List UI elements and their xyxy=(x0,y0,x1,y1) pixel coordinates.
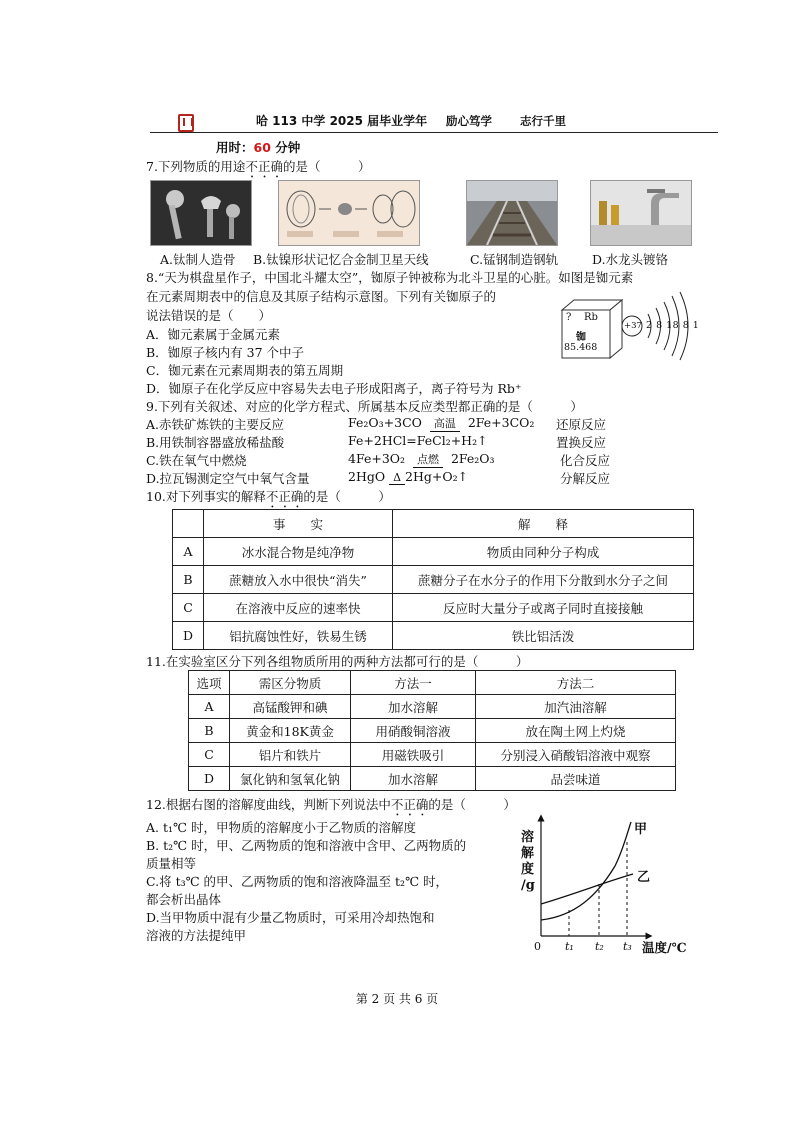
cell-symbol: Rb xyxy=(584,312,598,323)
table-row: B 黄金和18K黄金 用硝酸铜溶液 放在陶土网上灼烧 xyxy=(189,719,676,743)
q12-stem: 12.根据右图的溶解度曲线，判断下列说法中不正确的是（ ） xyxy=(146,797,516,812)
graph-tick-t1: t₁ xyxy=(565,940,574,953)
q9-row-a-desc: A.赤铁矿炼铁的主要反应 xyxy=(146,417,285,432)
q8-option-b: B．铷原子核内有 37 个中子 xyxy=(146,345,305,360)
q10-header-explanation: 解 释 xyxy=(393,510,694,538)
motto-2: 志行千里 xyxy=(520,114,566,128)
atom-nucleus: +37 xyxy=(624,321,642,331)
q9-row-c-equation: 4Fe+3O₂ 点燃 2Fe₂O₃ xyxy=(348,451,495,466)
q7-option-a: A.钛制人造骨 xyxy=(160,252,236,267)
graph-tick-t3: t₃ xyxy=(623,940,632,953)
q12-line-7: 溶液的方法提纯甲 xyxy=(146,928,247,943)
graph-tick-t2: t₂ xyxy=(595,940,604,953)
school-title: 哈 113 中学 2025 届毕业学年 xyxy=(256,114,428,128)
graph-origin: 0 xyxy=(534,940,541,953)
q8-option-c: C．铷元素在元素周期表的第五周期 xyxy=(146,363,344,378)
cell-mass: 85.468 xyxy=(564,342,598,353)
q12-line-3: 质量相等 xyxy=(146,856,197,871)
q9-row-a-type: 还原反应 xyxy=(556,417,607,432)
page-number: 第 2 页 共 6 页 xyxy=(355,992,439,1006)
q12-line-6: D.当甲物质中混有少量乙物质时，可采用冷却热饱和 xyxy=(146,910,435,925)
table-row: A 冰水混合物是纯净物 物质由同种分子构成 xyxy=(173,538,694,566)
atom-shells: 2 8 18 8 1 xyxy=(646,320,700,331)
q9-row-b-type: 置换反应 xyxy=(556,435,607,450)
q11-table: 选项 需区分物质 方法一 方法二 A 高锰酸钾和碘 加水溶解 加汽油溶解 B 黄金和18K黄金 用硝酸铜溶液 放在陶土网上灼烧 C 铝片和铁片 用磁铁吸引 分别浸入硝酸铝溶液中观察 D 氯化钠和氢氧化钠 加水溶解 品尝味道 xyxy=(188,670,676,791)
table-row: D 氯化钠和氢氧化钠 加水溶解 品尝味道 xyxy=(189,767,676,791)
q7-stem: 7.下列物质的用途不正确的是（ ） xyxy=(146,159,371,174)
graph-x-label: 温度/℃ xyxy=(642,940,687,955)
motto-1: 励心笃学 xyxy=(446,114,492,128)
curve-label-yi: 乙 xyxy=(637,870,651,885)
q8-stem-line-3: 说法错误的是（ ） xyxy=(146,308,272,323)
q12-line-4: C.将 t₃℃ 的甲、乙两物质的饱和溶液降温至 t₂℃ 时， xyxy=(146,874,449,889)
page-header xyxy=(150,112,718,133)
satellite-antenna-image xyxy=(278,180,420,246)
q8-stem-line-1: 8.“天为棋盘星作子，中国北斗耀太空”，铷原子钟被称为北斗卫星的心脏。如图是铷元素 xyxy=(146,270,634,285)
q7-option-c: C.锰钢制造钢轨 xyxy=(470,252,559,267)
q9-row-a-equation: Fe₂O₃+3CO 高温 2Fe+3CO₂ xyxy=(348,415,535,430)
q7-option-b: B.钛镍形状记忆合金制卫星天线 xyxy=(253,252,429,267)
table-row: C 在溶液中反应的速率快 反应时大量分子或离子同时直接接触 xyxy=(173,594,694,622)
table-row: A 高锰酸钾和碘 加水溶解 加汽油溶解 xyxy=(189,695,676,719)
curve-jia xyxy=(541,822,631,920)
q12-line-5: 都会析出晶体 xyxy=(146,892,222,907)
q9-row-c-type: 化合反应 xyxy=(560,453,611,468)
q11-stem: 11.在实验室区分下列各组物质所用的两种方法都可行的是（ ） xyxy=(146,654,529,669)
q9-row-d-equation: 2HgO Δ 2Hg+O₂↑ xyxy=(348,469,469,484)
q9-row-c-desc: C.铁在氧气中燃烧 xyxy=(146,453,247,468)
table-row: B 蔗糖放入水中很快“消失” 蔗糖分子在水分子的作用下分散到水分子之间 xyxy=(173,566,694,594)
q9-row-d-desc: D.拉瓦锡测定空气中氧气含量 xyxy=(146,471,310,486)
time-limit: 用时：60 分钟 xyxy=(216,140,301,155)
q8-option-d: D．铷原子在化学反应中容易失去电子形成阳离子，离子符号为 Rb⁺ xyxy=(146,381,522,396)
q7-option-d: D.水龙头镀铬 xyxy=(592,252,669,267)
steel-rail-image xyxy=(466,180,558,246)
q9-row-b-desc: B.用铁制容器盛放稀盐酸 xyxy=(146,435,285,450)
q10-stem: 10.对下列事实的解释不正确的是（ ） xyxy=(146,489,391,504)
q9-stem: 9.下列有关叙述、对应的化学方程式、所属基本反应类型都正确的是（ ） xyxy=(146,399,583,414)
q8-stem-line-2: 在元素周期表中的信息及其原子结构示意图。下列有关铷原子的 xyxy=(146,289,497,304)
q9-row-d-type: 分解反应 xyxy=(560,471,611,486)
solubility-curve-graph xyxy=(515,812,695,956)
school-logo-icon xyxy=(178,114,194,132)
cell-question-mark: ? xyxy=(566,312,572,323)
graph-y-label: 溶 解 度 /g xyxy=(521,830,535,893)
table-row: D 铝抗腐蚀性好，铁易生锈 铁比铝活泼 xyxy=(173,622,694,650)
table-row: C 铝片和铁片 用磁铁吸引 分别浸入硝酸铝溶液中观察 xyxy=(189,743,676,767)
q10-header-fact: 事 实 xyxy=(204,510,393,538)
curve-label-jia: 甲 xyxy=(634,822,648,837)
cell-name: 铷 xyxy=(576,332,586,343)
titanium-bone-image xyxy=(150,180,252,246)
q10-table xyxy=(172,509,694,650)
faucet-image xyxy=(590,180,692,246)
q9-row-b-equation: Fe+2HCl=FeCl₂+H₂↑ xyxy=(348,433,488,448)
q8-option-a: A．铷元素属于金属元素 xyxy=(146,327,281,342)
q12-line-2: B. t₂℃ 时，甲、乙两物质的饱和溶液中含甲、乙两物质的 xyxy=(146,838,467,853)
q12-line-1: A. t₁℃ 时，甲物质的溶解度小于乙物质的溶解度 xyxy=(146,820,416,835)
